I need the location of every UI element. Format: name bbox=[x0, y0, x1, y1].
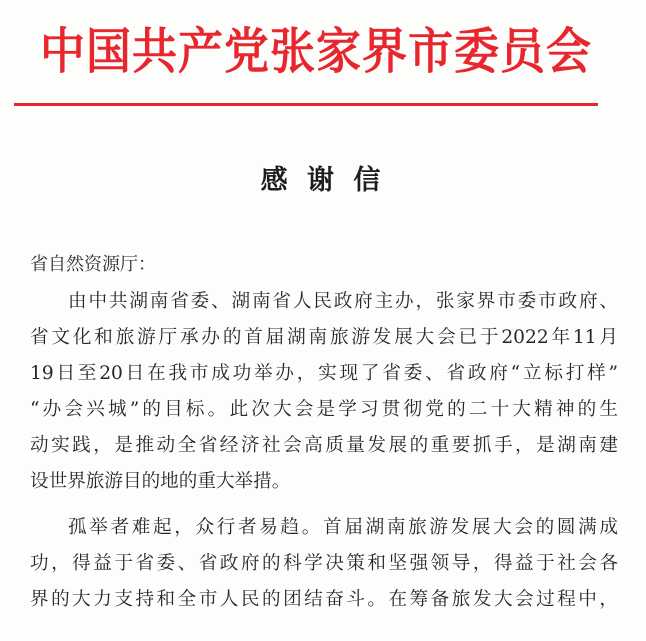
letter-body bbox=[30, 284, 618, 618]
body-line: 功，得益于省委、省政府的科学决策和坚强领导，得益于社会各 bbox=[30, 553, 618, 574]
letterhead-org-name: 中国共产党张家界市委员会 bbox=[40, 22, 593, 81]
body-line: 孤举者难起，众行者易趋。首届湖南旅游发展大会的圆满成 bbox=[68, 517, 618, 538]
document-title: 感 谢 信 bbox=[260, 165, 386, 196]
body-line: 由中共湖南省委、湖南省人民政府主办，张家界市委市政府、 bbox=[68, 291, 618, 312]
body-line: 设世界旅游目的地的重大举措。 bbox=[30, 471, 291, 492]
body-line: 19日至20日在我市成功举办，实现了省委、省政府“立标打样” bbox=[30, 363, 618, 384]
body-paragraph-2 bbox=[30, 510, 618, 618]
letterhead-red-rule bbox=[14, 103, 598, 106]
body-line: 界的大力支持和全市人民的团结奋斗。在筹备旅发大会过程中， bbox=[30, 589, 618, 610]
body-line: 省文化和旅游厅承办的首届湖南旅游发展大会已于2022年11月 bbox=[30, 327, 618, 348]
body-line: 动实践，是推动全省经济社会高质量发展的重要抓手，是湖南建 bbox=[30, 435, 618, 456]
body-line: “办会兴城”的目标。此次大会是学习贯彻党的二十大精神的生 bbox=[30, 399, 618, 420]
body-paragraph-1 bbox=[30, 284, 618, 500]
salutation: 省自然资源厅： bbox=[30, 254, 156, 275]
paragraph-gap bbox=[30, 500, 618, 510]
